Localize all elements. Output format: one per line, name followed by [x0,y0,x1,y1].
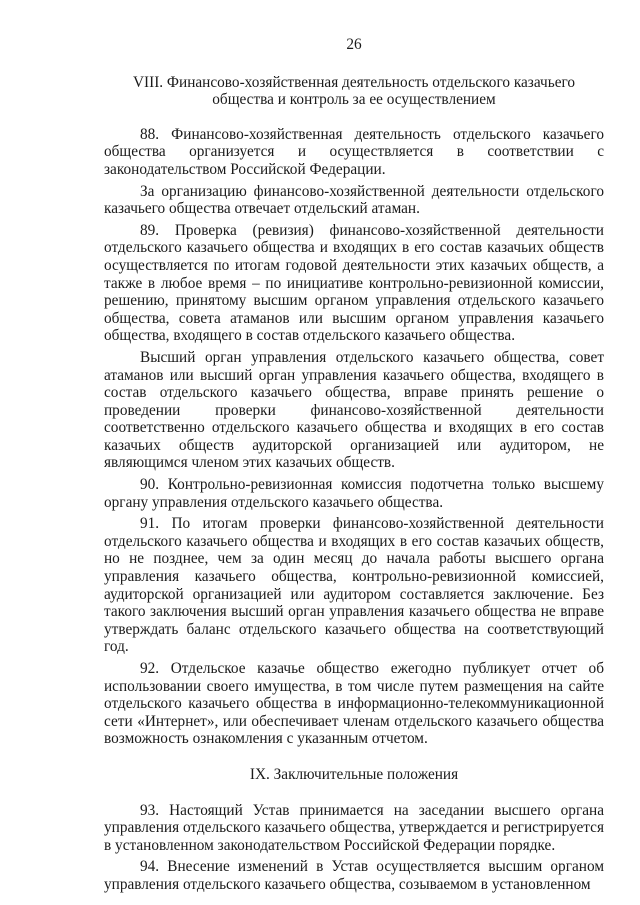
paragraph-91: 91. По итогам проверки финансово-хозяйственной деятельности отдельского казачьего общества и входящих в его состав казачьих обществ, но не позднее, чем за один месяц до начала работы высшего органа управления казачьего общества, контрольно-ревизионной комиссией, аудиторской организацией или аудитором составляется заключение. Без такого заключения высший орган управления казачьего общества не вправе утверждать баланс отдельского казачьего общества на соответствующий год. [104,515,604,656]
section-8-heading [104,74,604,109]
paragraph-90: 90. Контрольно-ревизионная комиссия подотчетна только высшему органу управления отдельского казачьего общества. [104,476,604,511]
paragraph-88: 88. Финансово-хозяйственная деятельность отдельского казачьего общества организуется и осуществляется в соответствии с законодательством Российской Федерации. [104,125,604,178]
paragraph-92: 92. Отдельское казачье общество ежегодно публикует отчет об использовании своего имущества, в том числе путем размещения на сайте отдельского казачьего общества в информационно-телекоммуникационной сети «Интернет», или обеспечивает членам отдельского казачьего общества возможность ознакомления с указанным отчетом. [104,660,604,748]
paragraph-93: 93. Настоящий Устав принимается на заседании высшего органа управления отдельского казачьего общества, утверждается и регистрируется в установленном законодательством Российской Федерации порядке. [104,801,605,854]
page-number: 26 [346,36,362,53]
paragraph-88-responsibility: За организацию финансово-хозяйственной деятельности отдельского казачьего общества отвечает отдельский атаман. [104,182,604,218]
paragraph-89: 89. Проверка (ревизия) финансово-хозяйственной деятельности отдельского казачьего общества и входящих в его состав казачьих обществ осуществляется по итогам годовой деятельности этих казачьих обществ, а также в любое время – по инициативе контрольно-ревизионной комиссии, решению, принятому высшим органом управления отдельского казачьего общества, совета атаманов или высшим органом управления казачьего общества, входящего в состав отдельского казачьего общества. [104,221,604,345]
paragraph-94: 94. Внесение изменений в Устав осуществляется высшим органом управления отдельского казачьего общества, созываемом в установленном [104,858,604,893]
document-page [104,36,604,898]
section-8-heading-line1: VIII. Финансово-хозяйственная деятельность отдельского казачьего [132,73,576,91]
section-8-heading-line2: общества и контроль за ее осуществлением [212,91,496,109]
paragraph-89-audit: Высший орган управления отдельского казачьего общества, совет атаманов или высший орган управления казачьего общества, входящего в состав отдельского казачьего общества, вправе принять решение о проведении проверки финансово-хозяйственной деятельности соответственно отдельского казачьего общества и входящих в его состав казачьих обществ аудиторской организацией или аудитором, не являющимся членом этих казачьих обществ. [104,348,604,472]
section-9-heading: IX. Заключительные положения [249,765,459,783]
